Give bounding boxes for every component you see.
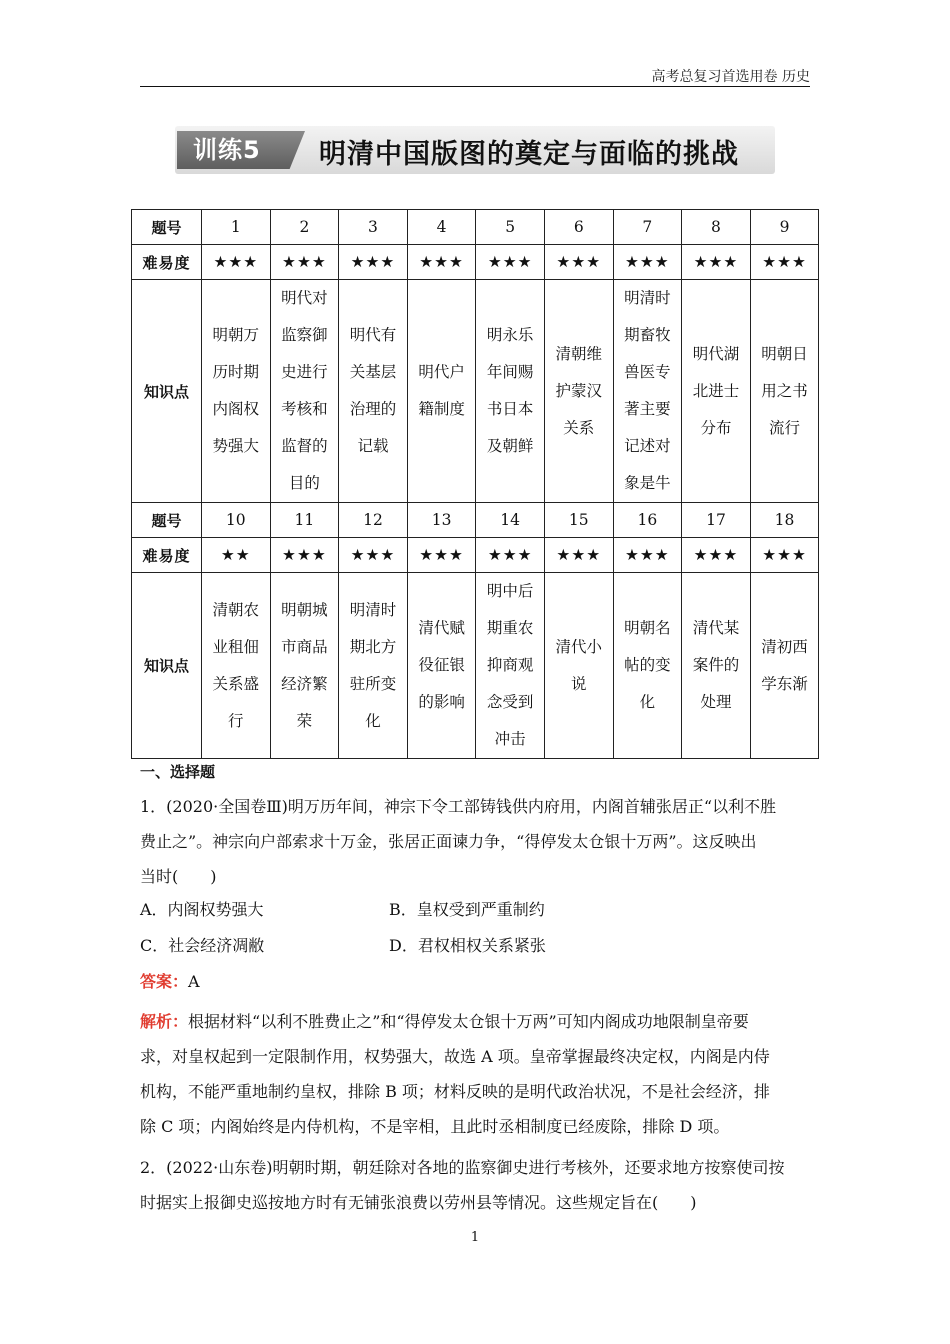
knowledge-point-line: 化 (365, 711, 381, 730)
difficulty-stars-cell: ★★★ (613, 538, 682, 573)
knowledge-point-line: 帖的变 (624, 656, 671, 674)
knowledge-point-line: 明朝名 (624, 619, 671, 637)
question-2-stem (140, 1150, 810, 1220)
knowledge-point-line: 学东渐 (761, 674, 808, 693)
knowledge-point-line: 役征银 (418, 656, 465, 674)
analysis-text: 根据材料“以利不胜费止之”和“得停发太仓银十万两”可知内阁成功地限制皇帝要 (188, 1012, 749, 1031)
knowledge-point-line: 明永乐 (486, 326, 534, 344)
table-row (132, 280, 819, 503)
table-row (132, 210, 819, 245)
knowledge-point-line: 清代赋 (418, 619, 465, 637)
knowledge-point-line: 冲击 (494, 730, 526, 748)
question-number-cell: 14 (476, 503, 545, 538)
knowledge-point-line: 明朝万 (212, 326, 260, 344)
knowledge-point-line: 史进行 (281, 363, 328, 381)
difficulty-stars-cell: ★★ (202, 538, 271, 573)
knowledge-point-cell (339, 573, 408, 759)
question-line: 1．(2020·全国卷Ⅲ)明万历年间，神宗下令工部铸钱供内府用，内阁首辅张居正“以利不胜 (140, 797, 777, 816)
knowledge-point-cell (270, 573, 339, 759)
knowledge-point-line: 经济繁 (281, 674, 328, 693)
knowledge-point-cell (202, 280, 271, 503)
question-number-cell: 9 (750, 210, 819, 245)
difficulty-stars-cell: ★★★ (407, 538, 476, 573)
row-header-difficulty: 难易度 (132, 538, 202, 573)
difficulty-stars-cell: ★★★ (339, 538, 408, 573)
knowledge-point-cell (407, 280, 476, 503)
knowledge-table (131, 209, 819, 759)
question-number-cell: 1 (202, 210, 271, 245)
question-number-cell: 15 (544, 503, 613, 538)
question-number-cell: 4 (407, 210, 476, 245)
difficulty-stars-cell: ★★★ (750, 245, 819, 280)
knowledge-point-line: 驻所变 (349, 674, 397, 693)
answer (140, 969, 200, 992)
difficulty-stars-cell: ★★★ (270, 538, 339, 573)
knowledge-point-line: 明代对 (281, 289, 328, 307)
question-number-cell: 16 (613, 503, 682, 538)
difficulty-stars-cell: ★★★ (202, 245, 271, 280)
knowledge-point-line: 历时期 (212, 363, 260, 381)
option-b[interactable]: B．皇权受到严重制约 (389, 900, 545, 919)
question-number-cell: 5 (476, 210, 545, 245)
knowledge-point-line: 关系 (563, 418, 595, 437)
difficulty-stars-cell: ★★★ (476, 538, 545, 573)
knowledge-point-line: 明清时 (624, 289, 671, 307)
section-title: 一、选择题 (140, 763, 216, 781)
analysis (140, 1004, 810, 1144)
knowledge-point-line: 明代有 (349, 326, 397, 344)
knowledge-point-line: 书日本 (486, 400, 534, 418)
question-number-cell: 6 (544, 210, 613, 245)
question-1-stem (140, 789, 810, 894)
knowledge-point-line: 清初西 (761, 637, 808, 656)
knowledge-point-line: 兽医专 (624, 363, 671, 381)
difficulty-stars-cell: ★★★ (270, 245, 339, 280)
table-row (132, 503, 819, 538)
knowledge-point-line: 护蒙汉 (555, 381, 603, 400)
question-line: 费止之”。神宗向户部索求十万金，张居正面谏力争，“得停发太仓银十万两”。这反映出 (140, 832, 757, 851)
question-line: 当时( ) (140, 867, 217, 886)
question-number-cell: 7 (613, 210, 682, 245)
knowledge-point-line: 关系盛 (212, 674, 260, 693)
difficulty-stars-cell: ★★★ (544, 538, 613, 573)
knowledge-point-line: 清朝农 (212, 600, 260, 619)
question-number-cell: 3 (339, 210, 408, 245)
banner-tag: 训练5 (193, 136, 261, 164)
difficulty-stars-cell: ★★★ (339, 245, 408, 280)
knowledge-point-line: 象是牛 (624, 474, 671, 492)
knowledge-point-line: 年间赐 (486, 363, 534, 381)
row-header-number: 题号 (132, 503, 202, 538)
question-number-cell: 8 (682, 210, 751, 245)
knowledge-point-line: 处理 (700, 693, 732, 711)
knowledge-point-line: 内阁权 (212, 400, 260, 418)
knowledge-point-line: 行 (228, 711, 244, 730)
analysis-line: 除 C 项；内阁始终是内侍机构，不是宰相，且此时丞相制度已经废除，排除 D 项。 (140, 1117, 730, 1136)
analysis-line: 求，对皇权起到一定限制作用，权势强大，故选 A 项。皇帝掌握最终决定权，内阁是内侍 (140, 1047, 770, 1066)
difficulty-stars-cell: ★★★ (544, 245, 613, 280)
knowledge-point-line: 念受到 (486, 693, 534, 711)
knowledge-point-line: 抑商观 (486, 656, 534, 674)
question-number-cell: 2 (270, 210, 339, 245)
knowledge-point-line: 期北方 (349, 637, 397, 656)
knowledge-point-cell (544, 280, 613, 503)
knowledge-point-line: 期重农 (486, 619, 534, 637)
question-number-cell: 12 (339, 503, 408, 538)
knowledge-point-line: 明朝日 (761, 344, 808, 363)
knowledge-point-line: 清朝维 (555, 344, 603, 363)
knowledge-point-line: 明代湖 (692, 344, 740, 363)
knowledge-point-cell (613, 280, 682, 503)
knowledge-point-line: 治理的 (349, 400, 397, 418)
knowledge-point-cell (750, 280, 819, 503)
knowledge-point-line: 监察御 (281, 326, 328, 344)
question-number-cell: 13 (407, 503, 476, 538)
knowledge-point-cell (682, 573, 751, 759)
knowledge-point-line: 监督的 (281, 437, 328, 455)
option-c[interactable]: C．社会经济凋敝 (140, 936, 265, 955)
difficulty-stars-cell: ★★★ (613, 245, 682, 280)
knowledge-point-line: 化 (639, 693, 656, 711)
knowledge-point-line: 明朝城 (281, 600, 328, 619)
analysis-first-line (140, 1004, 810, 1039)
question-line: 2．(2022·山东卷)明朝时期，朝廷除对各地的监察御史进行考核外，还要求地方按察使司按 (140, 1158, 785, 1177)
knowledge-point-cell (476, 280, 545, 503)
knowledge-point-line: 北进士 (692, 381, 740, 400)
knowledge-point-line: 著主要 (624, 400, 671, 418)
question-line: 时据实上报御史巡按地方时有无铺张浪费以劳州县等情况。这些规定旨在( ) (140, 1193, 697, 1212)
knowledge-point-cell (339, 280, 408, 503)
option-a[interactable]: A．内阁权势强大 (140, 900, 264, 919)
knowledge-point-line: 记述对 (624, 437, 671, 455)
knowledge-point-line: 的影响 (418, 693, 465, 711)
knowledge-point-line: 业租佃 (212, 637, 260, 656)
knowledge-point-line: 荣 (296, 711, 313, 730)
knowledge-point-line: 势强大 (212, 437, 260, 455)
difficulty-stars-cell: ★★★ (750, 538, 819, 573)
page-number: 1 (470, 1230, 480, 1245)
knowledge-point-line: 目的 (288, 474, 320, 492)
knowledge-point-line: 明代户 (418, 363, 465, 381)
knowledge-point-line: 清代小 (555, 637, 603, 656)
analysis-line: 机构，不能严重地制约皇权，排除 B 项；材料反映的是明代政治状况，不是社会经济，排 (140, 1082, 770, 1101)
title-banner (175, 126, 775, 174)
running-header: 高考总复习首选用卷 历史 (651, 69, 810, 85)
difficulty-stars-cell: ★★★ (682, 245, 751, 280)
knowledge-point-cell (613, 573, 682, 759)
row-header-knowledge: 知识点 (132, 280, 202, 503)
difficulty-stars-cell: ★★★ (407, 245, 476, 280)
difficulty-stars-cell: ★★★ (476, 245, 545, 280)
knowledge-point-line: 记载 (357, 437, 389, 455)
knowledge-point-cell (476, 573, 545, 759)
question-number-cell: 11 (270, 503, 339, 538)
row-header-knowledge: 知识点 (132, 573, 202, 759)
knowledge-point-line: 考核和 (281, 400, 328, 418)
knowledge-point-line: 及朝鲜 (486, 437, 534, 455)
knowledge-point-cell (544, 573, 613, 759)
difficulty-stars-cell: ★★★ (682, 538, 751, 573)
knowledge-point-line: 籍制度 (418, 400, 465, 418)
question-number-cell: 17 (682, 503, 751, 538)
question-number-cell: 10 (202, 503, 271, 538)
knowledge-point-cell (407, 573, 476, 759)
answer-label: 答案： (140, 972, 189, 991)
option-d[interactable]: D．君权相权关系紧张 (389, 936, 546, 955)
knowledge-point-cell (202, 573, 271, 759)
knowledge-point-line: 明中后 (486, 582, 534, 600)
knowledge-point-line: 明清时 (349, 600, 397, 619)
knowledge-point-line: 流行 (769, 418, 801, 437)
answer-value: A (188, 972, 200, 991)
knowledge-point-line: 案件的 (692, 656, 740, 674)
knowledge-point-line: 期畜牧 (624, 326, 671, 344)
row-header-difficulty: 难易度 (132, 245, 202, 280)
knowledge-point-line: 说 (571, 674, 587, 693)
table-row (132, 538, 819, 573)
knowledge-point-cell (750, 573, 819, 759)
table-row (132, 245, 819, 280)
knowledge-point-cell (682, 280, 751, 503)
knowledge-point-line: 用之书 (761, 381, 808, 400)
row-header-number: 题号 (132, 210, 202, 245)
knowledge-point-line: 关基层 (349, 363, 397, 381)
knowledge-point-line: 分布 (700, 418, 732, 437)
knowledge-point-line: 市商品 (281, 637, 328, 656)
knowledge-point-line: 清代某 (692, 619, 740, 637)
knowledge-point-cell (270, 280, 339, 503)
question-number-cell: 18 (750, 503, 819, 538)
header-rule (140, 86, 810, 87)
page-title: 明清中国版图的奠定与面临的挑战 (319, 139, 739, 170)
table-row (132, 573, 819, 759)
analysis-label: 解析： (140, 1012, 189, 1031)
